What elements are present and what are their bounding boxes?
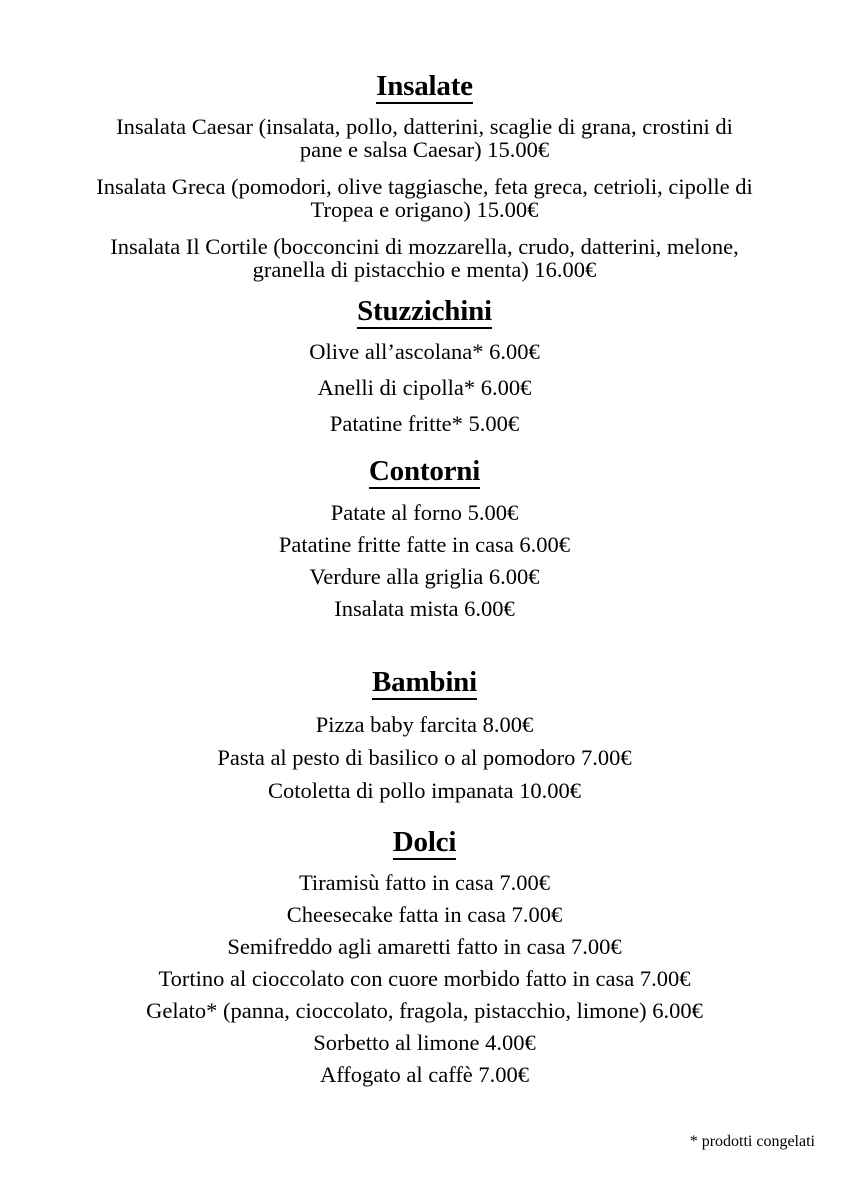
menu-item: Anelli di cipolla* 6.00€ — [317, 375, 532, 400]
menu-item: Sorbetto al limone 4.00€ — [313, 1030, 536, 1055]
menu-item: Pasta al pesto di basilico o al pomodoro 7.00€ — [217, 745, 632, 770]
menu-item: Cotoletta di pollo impanata 10.00€ — [267, 778, 582, 803]
menu-item-list-dolci — [34, 871, 815, 1086]
menu-item: Patatine fritte* 5.00€ — [329, 411, 520, 436]
menu-item: Affogato al caffè 7.00€ — [319, 1062, 530, 1087]
menu-item: Insalata Greca (pomodori, olive taggiasche, feta greca, cetrioli, cipolle di Tropea e origano) 15.00€ — [96, 174, 753, 222]
menu-item-list-insalate — [34, 115, 815, 281]
menu-item: Insalata Caesar (insalata, pollo, datterini, scaglie di grana, crostini di pane e salsa Caesar) 15.00€ — [116, 114, 733, 162]
section-heading-insalate — [34, 72, 815, 104]
menu-item: Gelato* (panna, cioccolato, fragola, pistacchio, limone) 6.00€ — [146, 998, 703, 1023]
menu-item: Pizza baby farcita 8.00€ — [315, 712, 534, 737]
menu-section-contorni — [34, 457, 815, 620]
menu-section-insalate — [34, 72, 815, 281]
section-heading-stuzzichini — [34, 297, 815, 329]
section-heading-bambini-text: Bambini — [372, 666, 477, 698]
menu-item: Verdure alla griglia 6.00€ — [309, 564, 540, 589]
menu-item-list-contorni — [34, 501, 815, 620]
menu-item: Patate al forno 5.00€ — [330, 500, 519, 525]
menu-item: Patatine fritte fatte in casa 6.00€ — [278, 532, 571, 557]
section-heading-bambini — [34, 668, 815, 700]
frozen-products-footnote: * prodotti congelati — [689, 1133, 815, 1150]
section-heading-dolci — [34, 828, 815, 860]
menu-item: Tortino al cioccolato con cuore morbido fatto in casa 7.00€ — [158, 966, 691, 991]
menu-item: Olive all’ascolana* 6.00€ — [309, 339, 540, 364]
menu-item: Tiramisù fatto in casa 7.00€ — [298, 870, 550, 895]
section-heading-contorni — [34, 457, 815, 489]
menu-item-list-bambini — [34, 713, 815, 802]
menu-item: Cheesecake fatta in casa 7.00€ — [286, 902, 563, 927]
section-heading-dolci-text: Dolci — [392, 826, 457, 858]
section-heading-contorni-text: Contorni — [368, 455, 481, 487]
menu-item: Insalata Il Cortile (bocconcini di mozzarella, crudo, datterini, melone, granella di pistacchio e menta) 16.00€ — [110, 234, 739, 282]
menu-section-stuzzichini — [34, 297, 815, 435]
menu-section-bambini — [34, 668, 815, 802]
menu-item-list-stuzzichini — [34, 340, 815, 435]
menu-item: Insalata mista 6.00€ — [334, 596, 515, 621]
section-heading-stuzzichini-text: Stuzzichini — [357, 295, 492, 327]
menu-section-dolci — [34, 828, 815, 1086]
menu-item: Semifreddo agli amaretti fatto in casa 7.00€ — [227, 934, 622, 959]
section-heading-insalate-text: Insalate — [376, 70, 473, 102]
